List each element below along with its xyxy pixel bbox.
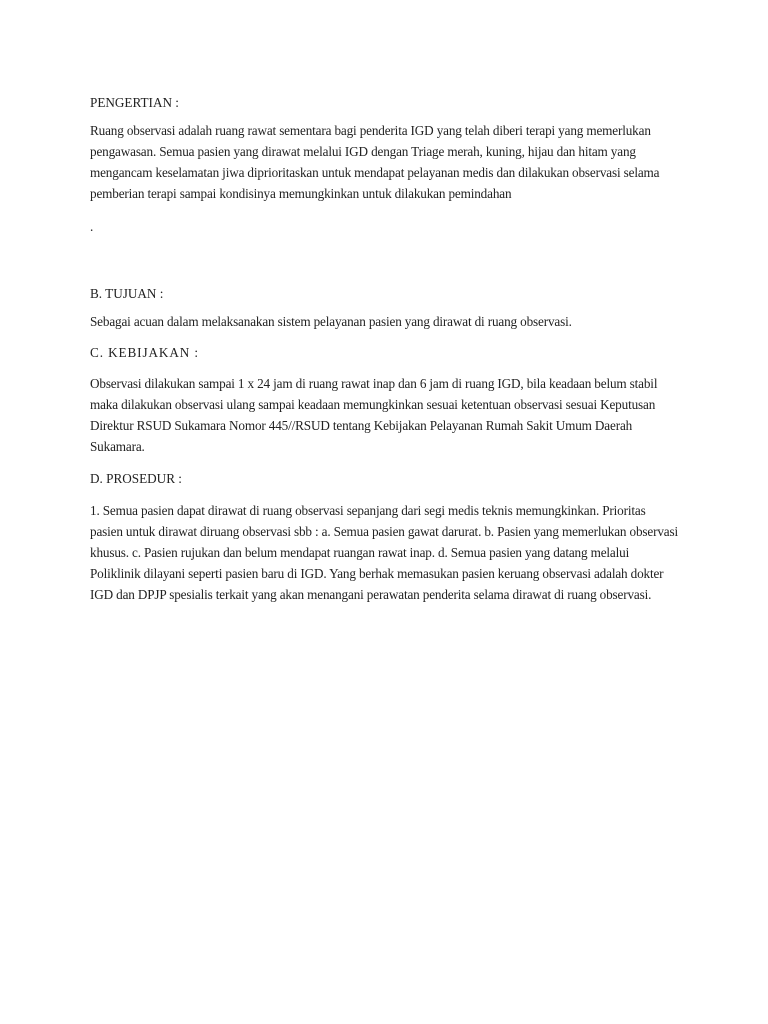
paragraph-tujuan: Sebagai acuan dalam melaksanakan sistem pelayanan pasien yang dirawat di ruang observasi. bbox=[90, 314, 572, 329]
paragraph-kebijakan: Observasi dilakukan sampai 1 x 24 jam di ruang rawat inap dan 6 jam di ruang IGD, bila keadaan belum stabil maka dilakukan observasi ulang sampai keadaan memungkinkan sesuai ketentuan observasi sesuai Keputusan Direktur RSUD Sukamara Nomor 445//RSUD tentang Kebijakan Pelayanan Rumah Sakit Umum Daerah Sukamara. bbox=[90, 376, 658, 454]
paragraph-prosedur: 1. Semua pasien dapat dirawat di ruang observasi sepanjang dari segi medis teknis memungkinkan. Prioritas pasien untuk dirawat diruang observasi sbb : a. Semua pasien gawat darurat. b. Pasien yang memerlukan observasi khusus. c. Pasien rujukan dan belum mendapat ruangan rawat inap. d. Semua pasien yang datang melalui Poliklinik dilayani seperti pasien baru di IGD. Yang berhak memasukan pasien keruang observasi adalah dokter IGD dan DPJP spesialis terkait yang akan menangani perawatan penderita selama dirawat di ruang observasi. bbox=[90, 503, 678, 602]
paragraph-pengertian: Ruang observasi adalah ruang rawat sementara bagi penderita IGD yang telah diberi terapi yang memerlukan pengawasan. Semua pasien yang dirawat melalui IGD dengan Triage merah, kuning, hijau dan hitam yang mengancam keselamatan jiwa diprioritaskan untuk mendapat pelayanan medis dan dilakukan observasi selama pemberian terapi sampai kondisinya memungkinkan untuk dilakukan pemindahan bbox=[90, 123, 660, 201]
heading-tujuan: B. TUJUAN : bbox=[90, 286, 164, 301]
heading-pengertian: PENGERTIAN : bbox=[90, 95, 179, 110]
stray-period: . bbox=[90, 219, 94, 234]
heading-kebijakan: C. KEBIJAKAN : bbox=[90, 345, 199, 360]
document-body bbox=[90, 92, 680, 605]
heading-prosedur: D. PROSEDUR : bbox=[90, 471, 182, 486]
